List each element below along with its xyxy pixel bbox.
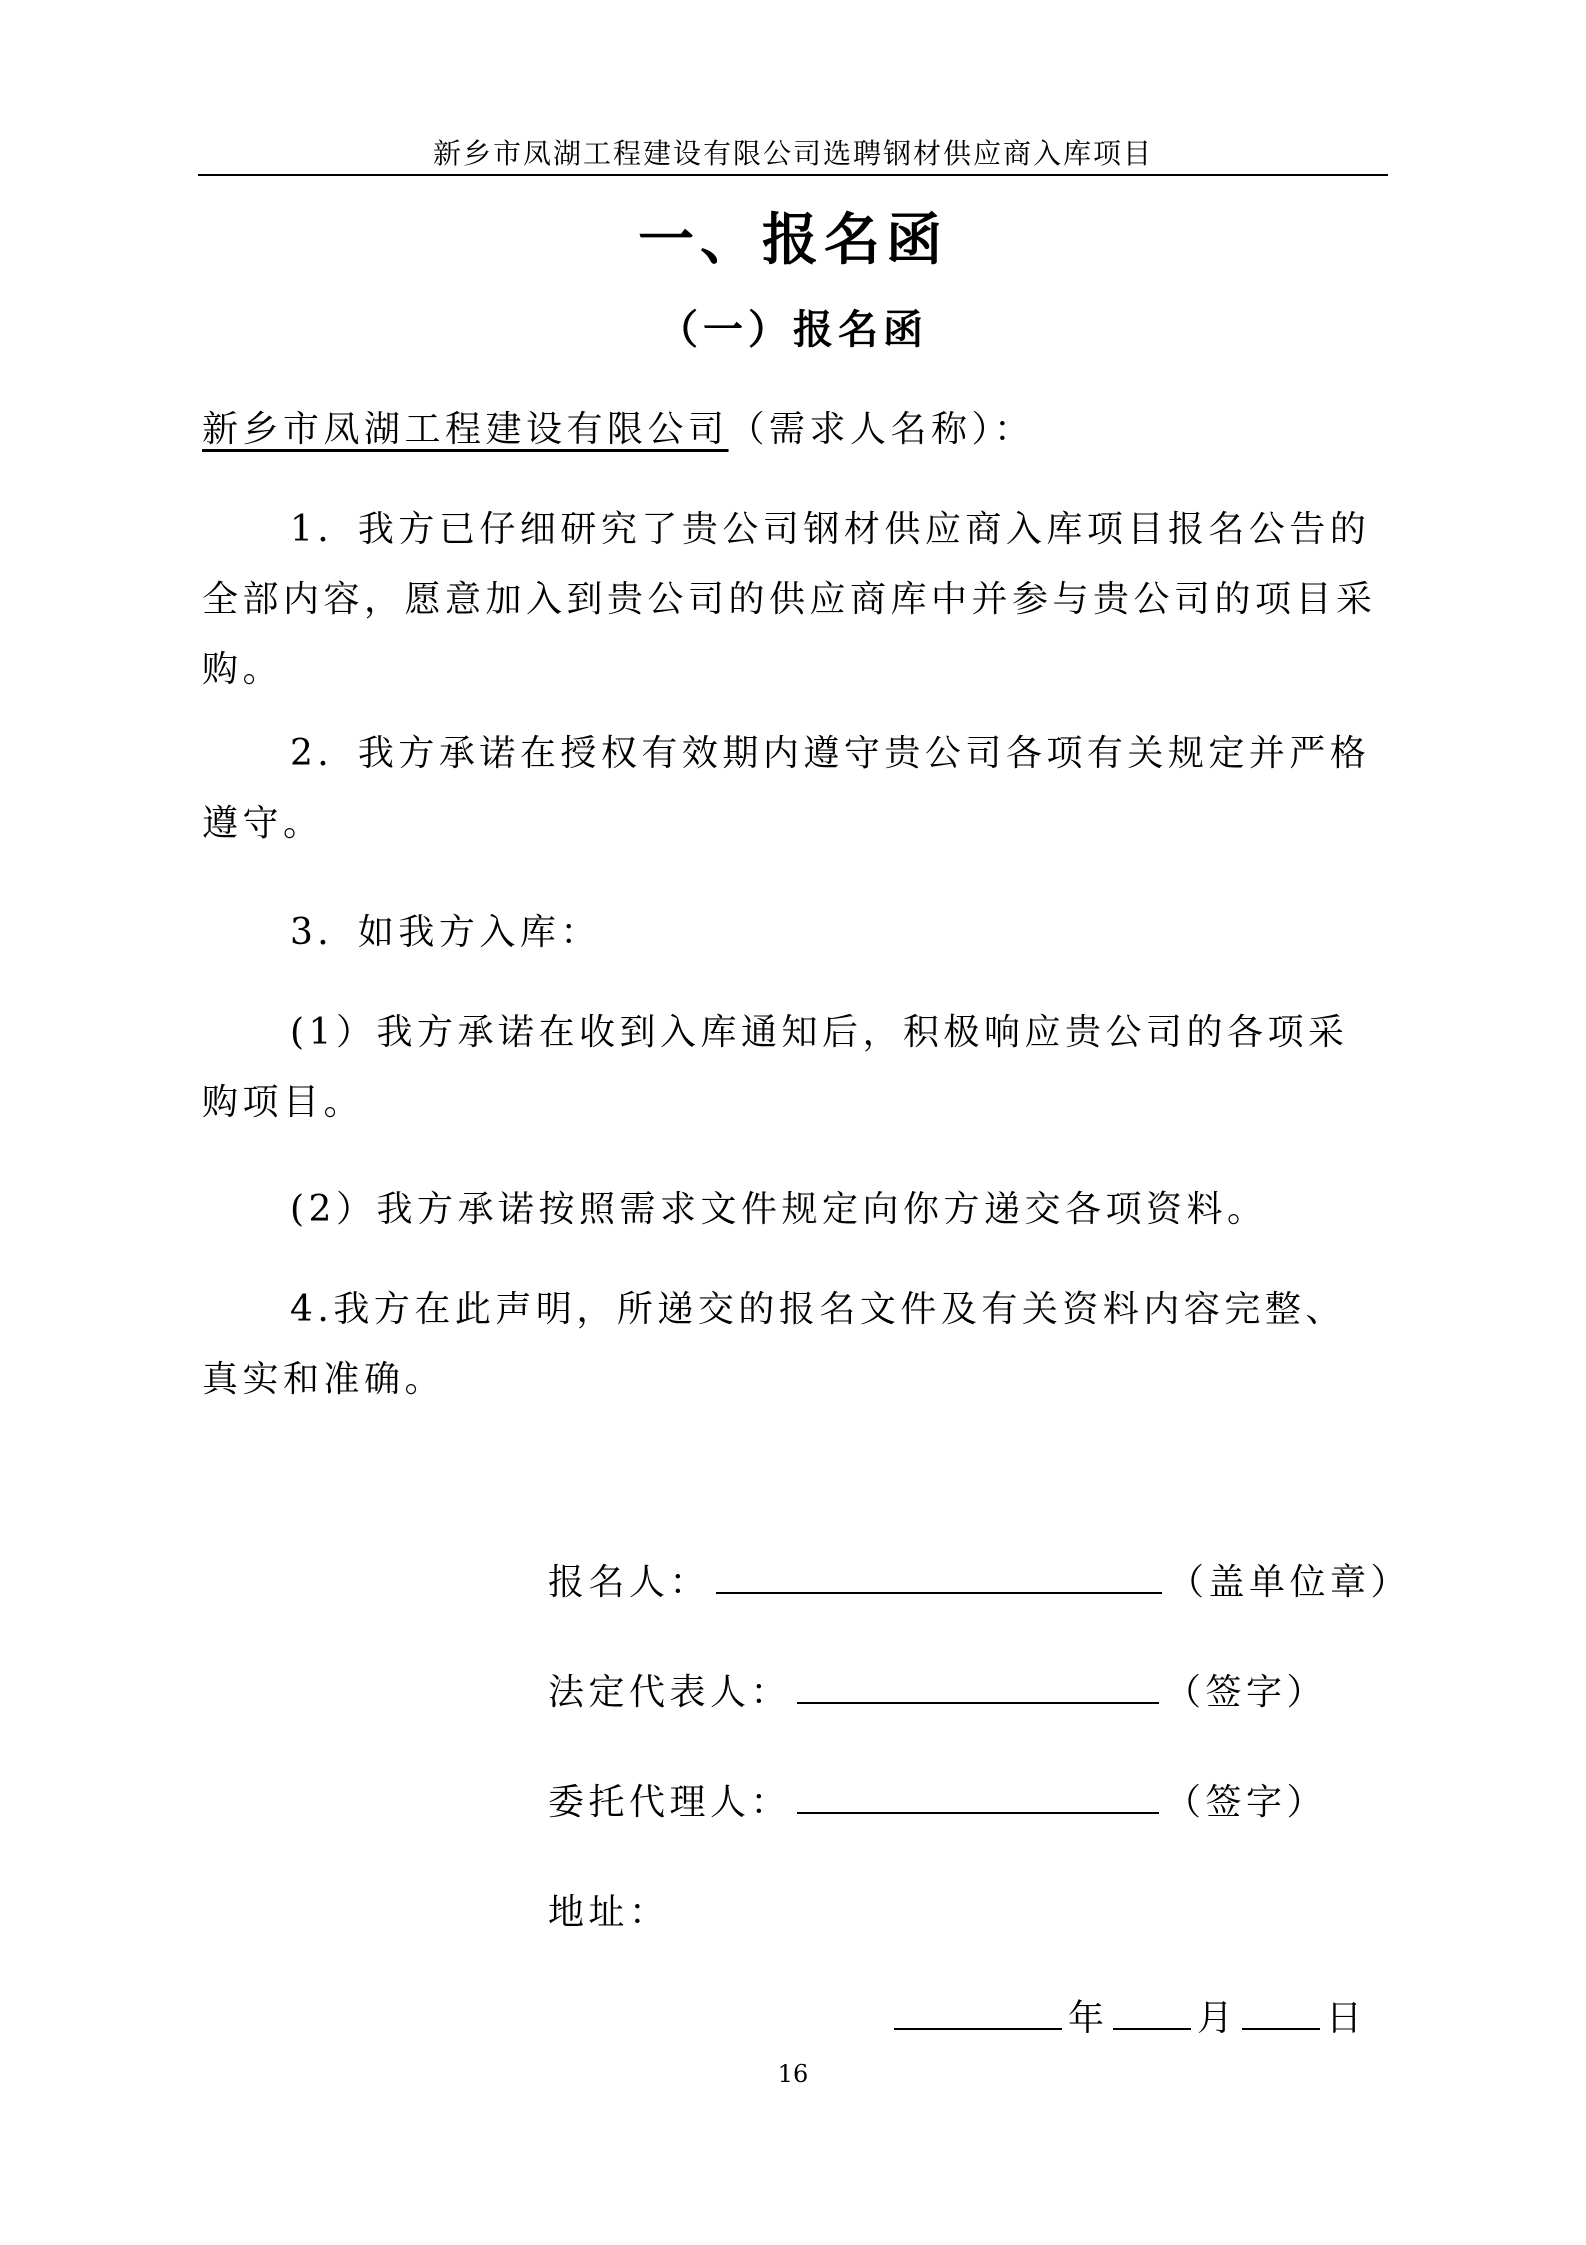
page-header-title: 新乡市凤湖工程建设有限公司选聘钢材供应商入库项目 [432,137,1153,170]
addressee-line [202,395,1386,465]
applicant-label: 报名人： [548,1562,711,1603]
paragraph-2: 2．我方承诺在授权有效期内遵守贵公司各项有关规定并严格遵守。 [202,733,1371,844]
legal-rep-note: （签字） [1165,1672,1328,1713]
month-blank [1113,1994,1191,2030]
paragraph-3-1: (1）我方承诺在收到入库通知后，积极响应贵公司的各项采购项目。 [202,1012,1349,1123]
year-blank [894,1994,1062,2030]
legal-rep-blank [797,1668,1159,1704]
legal-rep-line [548,1664,1327,1715]
applicant-note: （盖单位章） [1168,1562,1412,1603]
agent-line [548,1774,1327,1825]
document-title: 一、报名函 [638,207,948,273]
addressee-suffix: （需求人名称）： [728,409,1035,450]
applicant-line [548,1554,1411,1605]
header-rule [198,174,1388,176]
day-blank [1242,1994,1320,2030]
year-label: 年 [1068,1998,1108,2039]
applicant-blank [716,1558,1162,1594]
date-row [888,1990,1365,2041]
addressee-company: 新乡市凤湖工程建设有限公司 [202,409,729,450]
month-label: 月 [1197,1998,1237,2039]
paragraph-3-2: (2）我方承诺按照需求文件规定向你方递交各项资料。 [290,1189,1268,1230]
document-subtitle: （一）报名函 [658,306,928,353]
address-line [548,1884,670,1935]
legal-rep-label: 法定代表人： [548,1672,792,1713]
paragraph-3: 3．如我方入库： [290,912,601,953]
paragraph-1: 1．我方已仔细研究了贵公司钢材供应商入库项目报名公告的全部内容，愿意加入到贵公司的供应商库中并参与贵公司的项目采购。 [202,509,1377,690]
address-label: 地址： [548,1892,670,1933]
agent-blank [797,1778,1159,1814]
page-number: 16 [777,2060,809,2088]
agent-note: （签字） [1165,1782,1328,1823]
day-label: 日 [1326,1998,1366,2039]
agent-label: 委托代理人： [548,1782,792,1823]
paragraph-4: 4.我方在此声明，所递交的报名文件及有关资料内容完整、真实和准确。 [202,1289,1346,1400]
